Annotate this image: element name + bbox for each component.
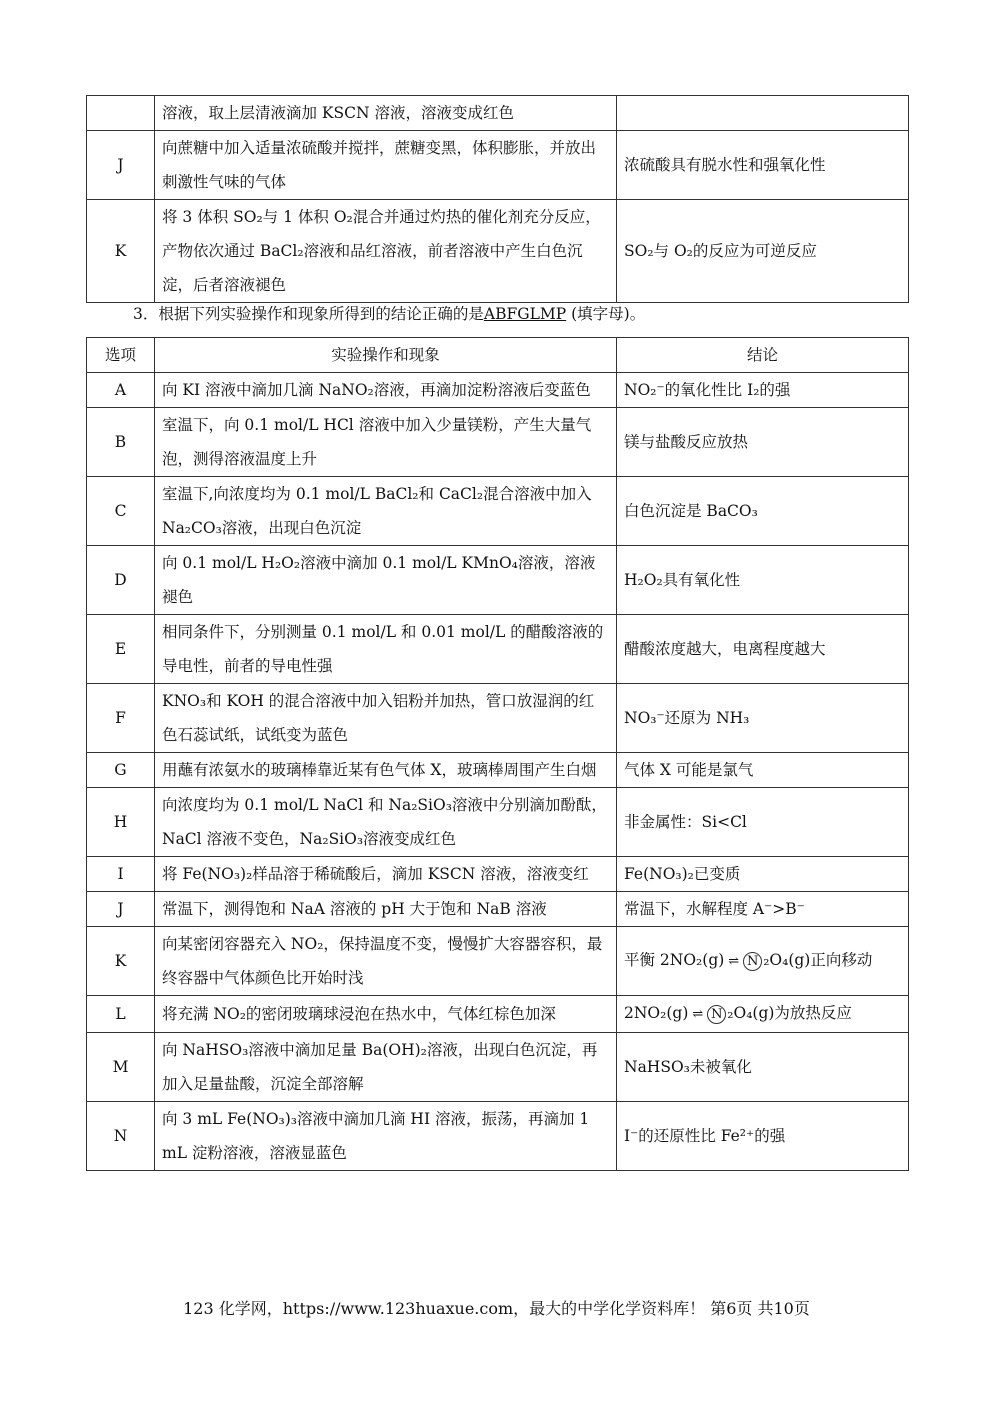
option-cell: K bbox=[87, 927, 155, 996]
equation-left: 平衡 2NO₂(g) bbox=[624, 951, 725, 969]
table-row bbox=[87, 788, 909, 857]
question-3-text: 3．根据下列实验操作和现象所得到的结论正确的是 bbox=[133, 305, 484, 323]
option-cell bbox=[87, 96, 155, 131]
option-cell: A bbox=[87, 373, 155, 408]
circled-letter-n: N bbox=[707, 1005, 726, 1024]
operation-cell: 将 Fe(NO₃)₂样品溶于稀硫酸后，滴加 KSCN 溶液，溶液变红 bbox=[155, 857, 617, 892]
table-row bbox=[87, 373, 909, 408]
circled-letter-n: N bbox=[743, 952, 762, 971]
equilibrium-arrow-icon: ⇌ bbox=[728, 954, 740, 969]
table-row bbox=[87, 857, 909, 892]
table-row bbox=[87, 892, 909, 927]
conclusion-cell bbox=[617, 96, 909, 131]
header-conclusion: 结论 bbox=[617, 338, 909, 373]
operation-cell: 向蔗糖中加入适量浓硫酸并搅拌，蔗糖变黑，体积膨胀，并放出刺激性气味的气体 bbox=[155, 131, 617, 200]
header-option: 选项 bbox=[87, 338, 155, 373]
option-cell: N bbox=[87, 1102, 155, 1171]
option-cell: B bbox=[87, 408, 155, 477]
table-row bbox=[87, 615, 909, 684]
page-footer: 123 化学网，https://www.123huaxue.com，最大的中学化学资料库！ 第6页 共10页 bbox=[183, 1299, 810, 1318]
conclusion-cell: SO₂与 O₂的反应为可逆反应 bbox=[617, 200, 909, 303]
operation-cell: 将充满 NO₂的密闭玻璃球浸泡在热水中，气体红棕色加深 bbox=[155, 996, 617, 1033]
conclusion-cell: NaHSO₃未被氧化 bbox=[617, 1033, 909, 1102]
option-cell: J bbox=[87, 892, 155, 927]
option-cell: K bbox=[87, 200, 155, 303]
table-row bbox=[87, 546, 909, 615]
equilibrium-arrow-icon: ⇌ bbox=[692, 1007, 704, 1022]
operation-cell: 向 KI 溶液中滴加几滴 NaNO₂溶液，再滴加淀粉溶液后变蓝色 bbox=[155, 373, 617, 408]
operation-cell: 室温下，向 0.1 mol/L HCl 溶液中加入少量镁粉，产生大量气泡，测得溶液温度上升 bbox=[155, 408, 617, 477]
option-cell: M bbox=[87, 1033, 155, 1102]
conclusion-cell: NO₃⁻还原为 NH₃ bbox=[617, 684, 909, 753]
table-row bbox=[87, 1102, 909, 1171]
conclusion-cell: 常温下，水解程度 A⁻>B⁻ bbox=[617, 892, 909, 927]
operation-cell: 溶液，取上层清液滴加 KSCN 溶液，溶液变成红色 bbox=[155, 96, 617, 131]
table-row bbox=[87, 477, 909, 546]
question-3-prompt bbox=[133, 302, 645, 326]
table-row bbox=[87, 408, 909, 477]
conclusion-cell: 醋酸浓度越大，电离程度越大 bbox=[617, 615, 909, 684]
operation-cell: 向 3 mL Fe(NO₃)₃溶液中滴加几滴 HI 溶液，振荡，再滴加 1 mL 淀粉溶液，溶液显蓝色 bbox=[155, 1102, 617, 1171]
table-row bbox=[87, 996, 909, 1033]
experiment-table-continued bbox=[86, 95, 909, 303]
option-cell: H bbox=[87, 788, 155, 857]
table-row bbox=[87, 131, 909, 200]
table-row bbox=[87, 96, 909, 131]
table-header-row bbox=[87, 338, 909, 373]
conclusion-cell: 浓硫酸具有脱水性和强氧化性 bbox=[617, 131, 909, 200]
equation-left: 2NO₂(g) bbox=[624, 1004, 689, 1022]
conclusion-cell: 气体 X 可能是氯气 bbox=[617, 753, 909, 788]
option-cell: I bbox=[87, 857, 155, 892]
header-operation: 实验操作和现象 bbox=[155, 338, 617, 373]
operation-cell: 向 NaHSO₃溶液中滴加足量 Ba(OH)₂溶液，出现白色沉淀，再加入足量盐酸，沉淀全部溶解 bbox=[155, 1033, 617, 1102]
table-row bbox=[87, 927, 909, 996]
table-row bbox=[87, 753, 909, 788]
conclusion-cell: I⁻的还原性比 Fe²⁺的强 bbox=[617, 1102, 909, 1171]
question-3-suffix: (填字母)。 bbox=[566, 305, 646, 323]
conclusion-cell: NO₂⁻的氧化性比 I₂的强 bbox=[617, 373, 909, 408]
option-cell: C bbox=[87, 477, 155, 546]
operation-cell: 向浓度均为 0.1 mol/L NaCl 和 Na₂SiO₃溶液中分别滴加酚酞，NaCl 溶液不变色，Na₂SiO₃溶液变成红色 bbox=[155, 788, 617, 857]
experiment-table bbox=[86, 337, 909, 1171]
conclusion-cell bbox=[617, 927, 909, 996]
equation-right: ₂O₄(g)为放热反应 bbox=[727, 1004, 852, 1022]
operation-cell: 用蘸有浓氨水的玻璃棒靠近某有色气体 X，玻璃棒周围产生白烟 bbox=[155, 753, 617, 788]
conclusion-cell: H₂O₂具有氧化性 bbox=[617, 546, 909, 615]
operation-cell: 将 3 体积 SO₂与 1 体积 O₂混合并通过灼热的催化剂充分反应，产物依次通过 BaCl₂溶液和品红溶液，前者溶液中产生白色沉淀，后者溶液褪色 bbox=[155, 200, 617, 303]
table-row bbox=[87, 684, 909, 753]
operation-cell: 向某密闭容器充入 NO₂，保持温度不变，慢慢扩大容器容积，最终容器中气体颜色比开始时浅 bbox=[155, 927, 617, 996]
table-row bbox=[87, 200, 909, 303]
operation-cell: 室温下,向浓度均为 0.1 mol/L BaCl₂和 CaCl₂混合溶液中加入 Na₂CO₃溶液，出现白色沉淀 bbox=[155, 477, 617, 546]
option-cell: D bbox=[87, 546, 155, 615]
operation-cell: KNO₃和 KOH 的混合溶液中加入铝粉并加热，管口放湿润的红色石蕊试纸，试纸变为蓝色 bbox=[155, 684, 617, 753]
operation-cell: 常温下，测得饱和 NaA 溶液的 pH 大于饱和 NaB 溶液 bbox=[155, 892, 617, 927]
equation-right: ₂O₄(g)正向移动 bbox=[763, 951, 873, 969]
option-cell: G bbox=[87, 753, 155, 788]
conclusion-cell: 镁与盐酸反应放热 bbox=[617, 408, 909, 477]
operation-cell: 相同条件下，分别测量 0.1 mol/L 和 0.01 mol/L 的醋酸溶液的导电性，前者的导电性强 bbox=[155, 615, 617, 684]
conclusion-cell: 白色沉淀是 BaCO₃ bbox=[617, 477, 909, 546]
operation-cell: 向 0.1 mol/L H₂O₂溶液中滴加 0.1 mol/L KMnO₄溶液，溶液褪色 bbox=[155, 546, 617, 615]
option-cell: F bbox=[87, 684, 155, 753]
table-row bbox=[87, 1033, 909, 1102]
option-cell: J bbox=[87, 131, 155, 200]
option-cell: L bbox=[87, 996, 155, 1033]
question-3-answer: ABFGLMP bbox=[483, 305, 567, 323]
conclusion-cell: 非金属性：Si<Cl bbox=[617, 788, 909, 857]
option-cell: E bbox=[87, 615, 155, 684]
conclusion-cell bbox=[617, 996, 909, 1033]
conclusion-cell: Fe(NO₃)₂已变质 bbox=[617, 857, 909, 892]
